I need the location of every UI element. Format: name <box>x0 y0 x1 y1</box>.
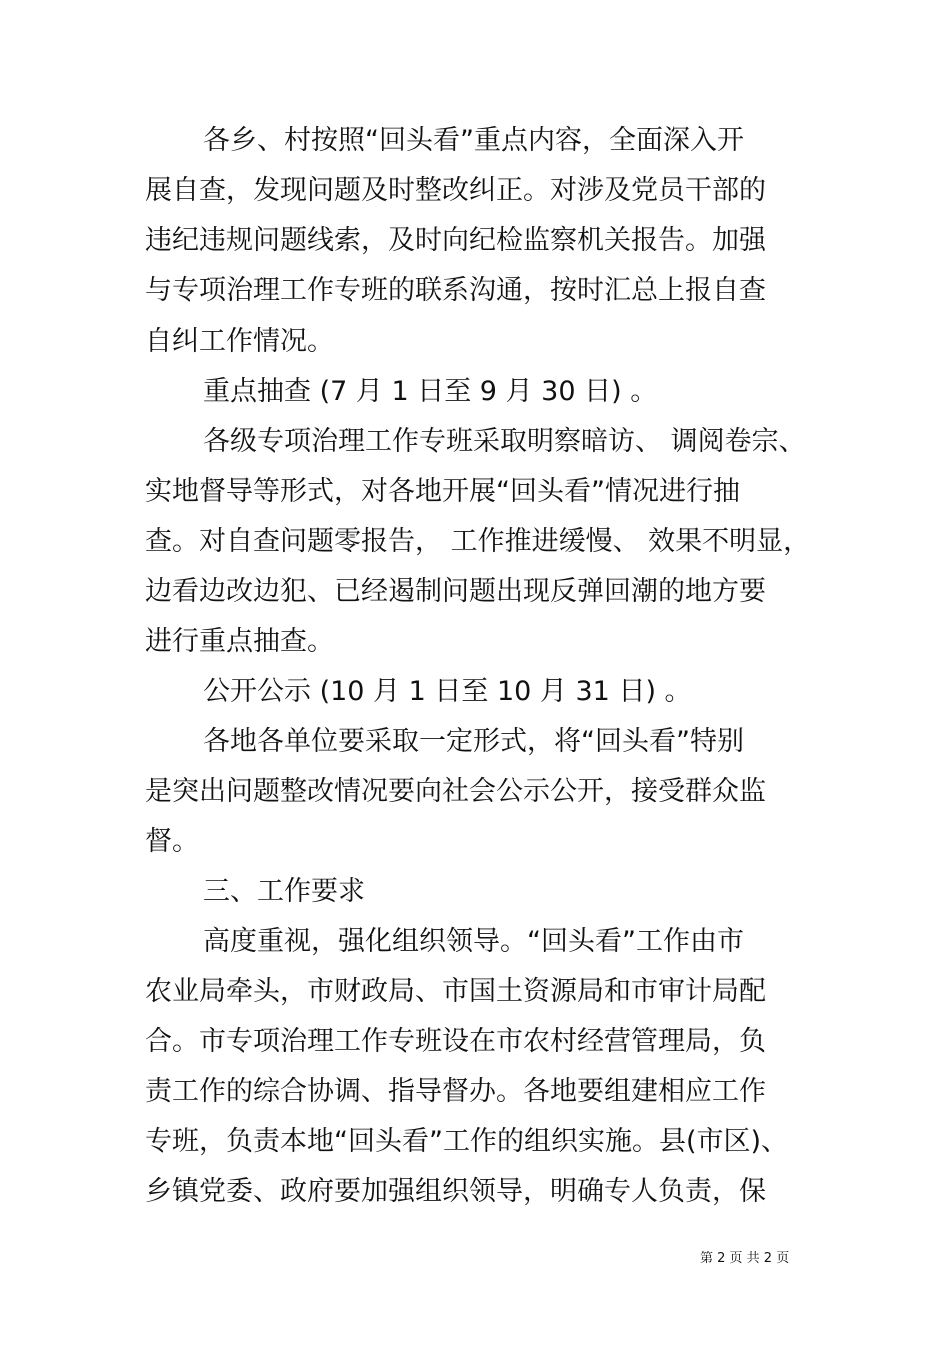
text-line-7: 各级专项治理工作专班采取明察暗访、 调阅卷宗、 <box>203 426 806 457</box>
text-line-8: 实地督导等形式，对各地开展“回头看”情况进行抽 <box>145 476 740 507</box>
text-line-2: 展自查，发现问题及时整改纠正。对涉及党员干部的 <box>145 175 766 206</box>
page-number-footer: 第 2 页 共 2 页 <box>700 1251 790 1266</box>
text-line-22: 乡镇党委、政府要加强组织领导，明确专人负责，保 <box>145 1176 766 1207</box>
text-line-19: 合。市专项治理工作专班设在市农村经营管理局，负 <box>145 1026 766 1057</box>
text-line-17: 高度重视，强化组织领导。“回头看”工作由市 <box>203 926 744 957</box>
text-line-5: 自纠工作情况。 <box>145 326 334 357</box>
text-line-18: 农业局牵头，市财政局、市国土资源局和市审计局配 <box>145 976 766 1007</box>
text-line-1: 各乡、村按照“回头看”重点内容，全面深入开 <box>203 125 744 156</box>
text-line-11: 进行重点抽查。 <box>145 626 334 657</box>
section-heading: 三、工作要求 <box>203 876 365 907</box>
text-line-13: 各地各单位要采取一定形式，将“回头看”特别 <box>203 726 744 757</box>
text-line-12: 公开公示 (10 月 1 日至 10 月 31 日) 。 <box>203 676 692 707</box>
text-line-14: 是突出问题整改情况要向社会公示公开，接受群众监 <box>145 776 766 807</box>
text-line-20: 责工作的综合协调、指导督办。各地要组建相应工作 <box>145 1076 766 1107</box>
text-line-10: 边看边改边犯、已经遏制问题出现反弹回潮的地方要 <box>145 576 766 607</box>
text-line-21: 专班，负责本地“回头看”工作的组织实施。县(市区)、 <box>145 1126 789 1157</box>
text-line-3: 违纪违规问题线索，及时向纪检监察机关报告。加强 <box>145 225 766 256</box>
text-line-4: 与专项治理工作专班的联系沟通，按时汇总上报自查 <box>145 275 766 306</box>
text-line-6: 重点抽查 (7 月 1 日至 9 月 30 日) 。 <box>203 376 658 407</box>
text-line-9: 查。对自查问题零报告， 工作推进缓慢、 效果不明显， <box>145 526 811 557</box>
text-line-15: 督。 <box>145 826 199 857</box>
